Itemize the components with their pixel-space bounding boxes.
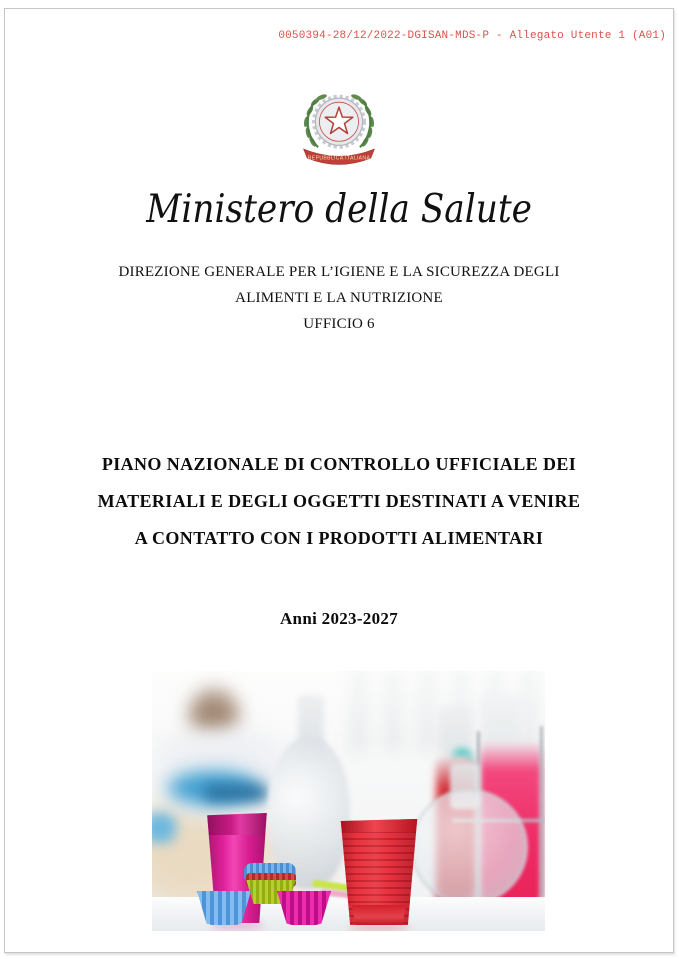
ministry-name: Ministero della Salute: [146, 187, 532, 232]
photo-red-cup-rim: [340, 819, 418, 832]
cover-photo: [152, 671, 545, 931]
directorate-line-1: DIREZIONE GENERALE PER L’IGIENE E LA SICUREZZA DEGLI: [118, 264, 560, 280]
photo-researcher-tablet: [204, 785, 268, 801]
document-title: [5, 446, 673, 557]
title-line-3: A CONTATTO CON I PRODOTTI ALIMENTARI: [134, 528, 544, 548]
directorate-line-2: ALIMENTI E LA NUTRIZIONE: [235, 290, 443, 306]
plan-period: Anni 2023-2027: [279, 609, 399, 628]
office-line: UFFICIO 6: [303, 316, 375, 332]
ministry-name-wrap: [5, 187, 673, 232]
italian-republic-emblem: [5, 85, 673, 178]
title-line-1: PIANO NAZIONALE DI CONTROLLO UFFICIALE DEI: [101, 454, 577, 474]
photo-light-haze: [152, 671, 545, 741]
emblem-icon: [289, 85, 389, 173]
photo-red-cup-base: [350, 905, 408, 925]
protocol-stamp: 0050394-28/12/2022-DGISAN-MDS-P - Allegato Utente 1 (A01): [278, 30, 666, 42]
photo-blue-object: [152, 813, 176, 843]
document-page: [4, 8, 674, 953]
directorate-block: [5, 259, 673, 337]
photo-round-flask: [410, 789, 528, 905]
emblem-motto-text: REPUBBLICA ITALIANA: [307, 155, 371, 162]
photo-magenta-cup-rim: [206, 813, 268, 835]
photo-rack-bar: [540, 726, 543, 906]
title-line-2: MATERIALI E DEGLI OGGETTI DESTINATI A VENIRE: [97, 491, 581, 511]
